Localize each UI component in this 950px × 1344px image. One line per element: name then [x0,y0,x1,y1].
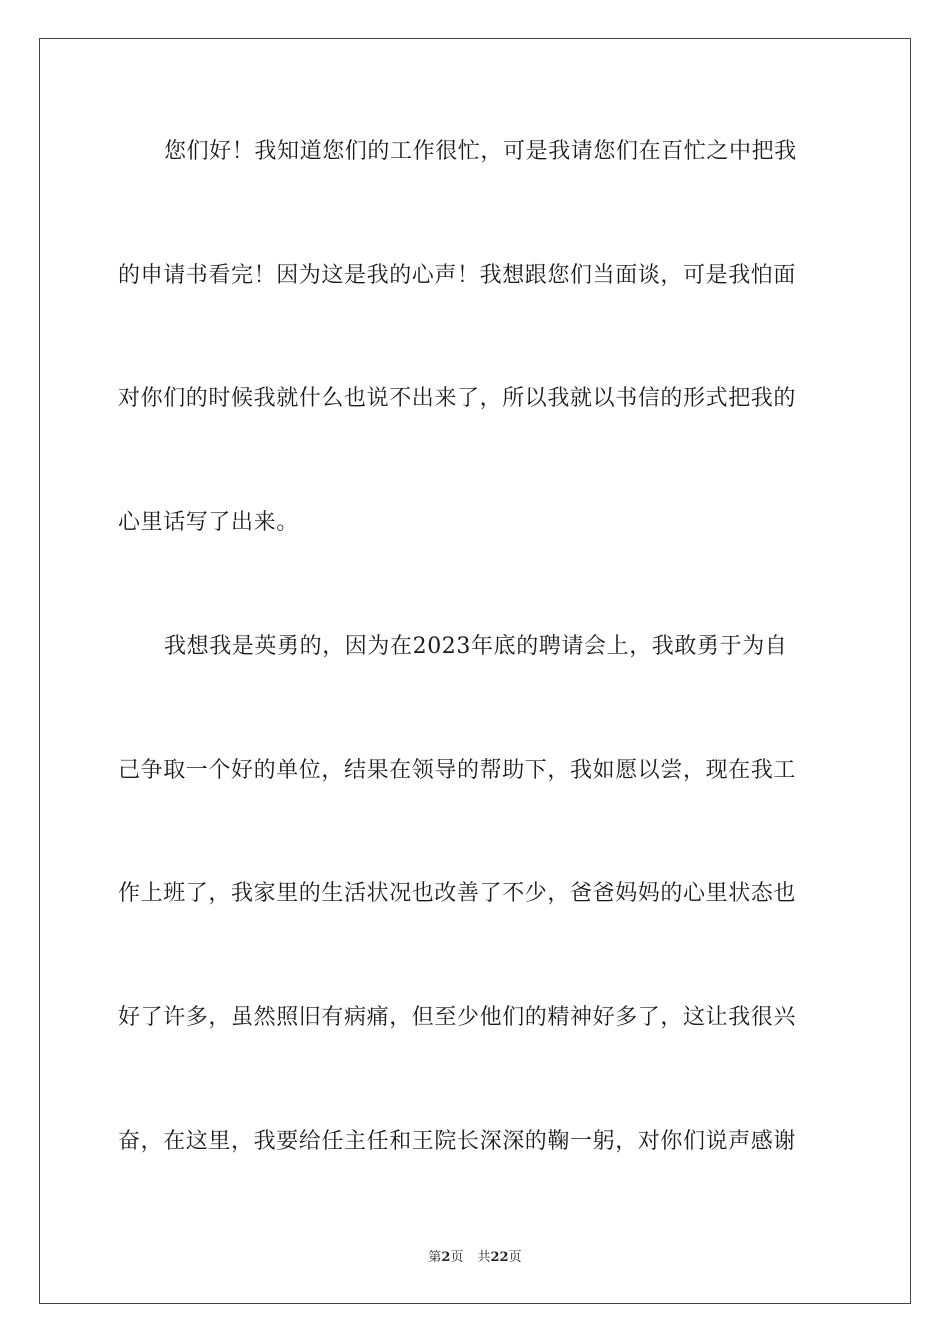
total-suffix: 页 [508,1250,522,1265]
page-border [39,38,911,1304]
text-line-7: 作上班了，我家里的生活状况也改善了不少，爸爸妈妈的心里状态也 [118,881,797,906]
page-number: 2 [441,1250,451,1265]
total-prefix: 共 [477,1250,491,1265]
total-pages: 22 [490,1250,509,1265]
page-footer [0,1246,950,1265]
text-line-8: 好了许多，虽然照旧有病痛，但至少他们的精神好多了，这让我很兴 [118,1005,797,1030]
page-suffix: 页 [450,1250,464,1265]
text-line-2: 的申请书看完！因为这是我的心声！我想跟您们当面谈，可是我怕面 [118,263,797,288]
text-line-6: 己争取一个好的单位，结果在领导的帮助下，我如愿以尝，现在我工 [118,758,797,783]
text-line-9: 奋，在这里，我要给任主任和王院长深深的鞠一躬，对你们说声感谢 [118,1129,797,1154]
text-line-5: 我想我是英勇的，因为在2023年底的聘请会上，我敢勇于为自 [164,634,788,659]
text-line-3: 对你们的时候我就什么也说不出来了，所以我就以书信的形式把我的 [118,386,797,411]
text-line-1: 您们好！我知道您们的工作很忙，可是我请您们在百忙之中把我 [164,139,797,164]
text-line-4: 心里话写了出来。 [118,510,299,535]
page-prefix: 第 [428,1250,442,1265]
